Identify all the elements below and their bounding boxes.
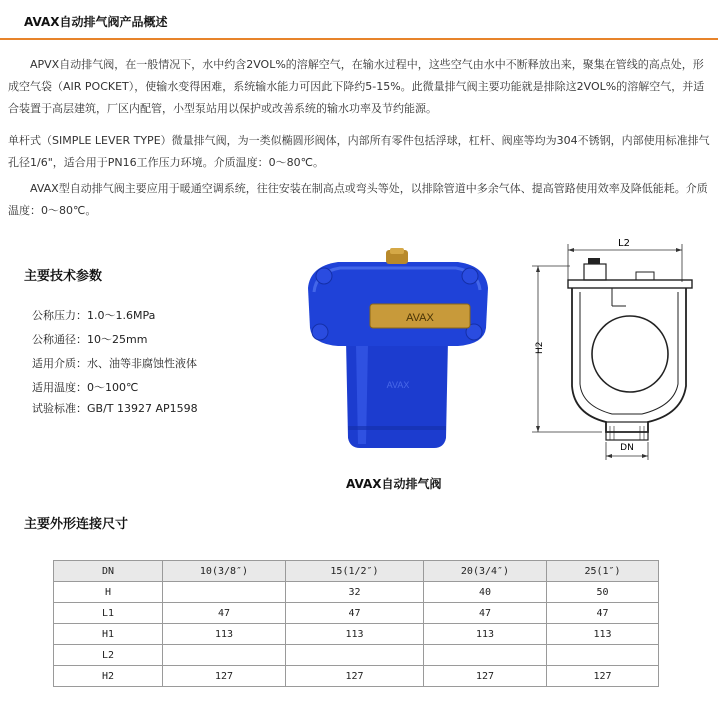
spec-pressure: 公称压力：1.0～1.6MPa (32, 309, 156, 322)
table-cell: 127 (424, 666, 547, 687)
table-cell: 127 (547, 666, 659, 687)
table-cell: 47 (424, 603, 547, 624)
dim-l2-label: L2 (618, 238, 630, 249)
header-cell: 25(1″) (547, 561, 659, 582)
table-row (54, 582, 659, 603)
table-cell (424, 645, 547, 666)
table-cell: 47 (163, 603, 286, 624)
table-cell (163, 582, 286, 603)
table-cell (286, 645, 424, 666)
spec-standard: 试验标准：GB/T 13927 AP1598 (32, 402, 198, 415)
table-header-row (54, 561, 659, 582)
spec-temperature: 适用温度：0～100℃ (32, 381, 139, 394)
table-cell (547, 645, 659, 666)
intro-paragraph-3: AVAX型自动排气阀主要应用于暖通空调系统，往往安装在制高点或弯头等处，以排除管道中多余气体、提高管路使用效率及降低能耗。介质温度：0～80℃。 (8, 182, 708, 217)
header-cell: 10(3/8″) (163, 561, 286, 582)
header-cell: 20(3/4″) (424, 561, 547, 582)
table-cell: H1 (54, 624, 163, 645)
table-cell: 127 (286, 666, 424, 687)
table-row (54, 645, 659, 666)
table-cell: 113 (424, 624, 547, 645)
table-cell: L1 (54, 603, 163, 624)
header-cell: DN (54, 561, 163, 582)
table-cell: 47 (547, 603, 659, 624)
dim-h-label: H2 (535, 341, 545, 354)
table-row (54, 666, 659, 687)
table-cell: L2 (54, 645, 163, 666)
title-bar (0, 0, 718, 40)
table-cell: 32 (286, 582, 424, 603)
table-row (54, 624, 659, 645)
intro-paragraph-2: 单杆式（SIMPLE LEVER TYPE）微量排气阀，为一类似椭圆形阀体，内部所有零件包括浮球，杠杆、阀座等均为304不锈钢，内部使用标准排气孔径1/6"，适合用于PN16工作压力环境。介质温度：0～80℃。 (8, 134, 710, 169)
spec-diameter: 公称通径：10～25mm (32, 333, 148, 346)
table-cell: 113 (547, 624, 659, 645)
table-cell: 50 (547, 582, 659, 603)
table-cell: H (54, 582, 163, 603)
page-title: AVAX自动排气阀产品概述 (24, 15, 168, 29)
intro-paragraph-1: APVX自动排气阀，在一般情况下，水中约含2VOL%的溶解空气，在输水过程中，这些空气由水中不断释放出来，聚集在管线的高点处，形成空气袋（AIR POCKET），使输水变得困难，系统输水能力可因此下降约5-15%。此微量排气阀主要功能就是排除这2VOL%的溶解空气，并适合装置于高层建筑，厂区内配管，小型泵站用以保护或改善系统的输水功率及节约能源。 (8, 58, 705, 115)
dimensions-table (53, 560, 659, 687)
embossed-text: AVAX (386, 380, 410, 390)
dim-dn-label: DN (620, 443, 634, 453)
table-cell: 127 (163, 666, 286, 687)
table-cell: 40 (424, 582, 547, 603)
specs-title: 主要技术参数 (24, 269, 103, 284)
spec-medium: 适用介质：水、油等非腐蚀性液体 (32, 357, 197, 370)
nameplate-text: AVAX (406, 312, 434, 324)
table-cell: 113 (286, 624, 424, 645)
table-cell: H2 (54, 666, 163, 687)
specs-list (32, 304, 198, 418)
product-caption: AVAX自动排气阀 (346, 477, 442, 491)
table-cell (163, 645, 286, 666)
product-photo (298, 248, 498, 458)
technical-drawing (522, 236, 712, 476)
table-cell: 47 (286, 603, 424, 624)
table-cell: 113 (163, 624, 286, 645)
dimensions-title: 主要外形连接尺寸 (24, 517, 129, 532)
header-cell: 15(1/2″) (286, 561, 424, 582)
table-row (54, 603, 659, 624)
